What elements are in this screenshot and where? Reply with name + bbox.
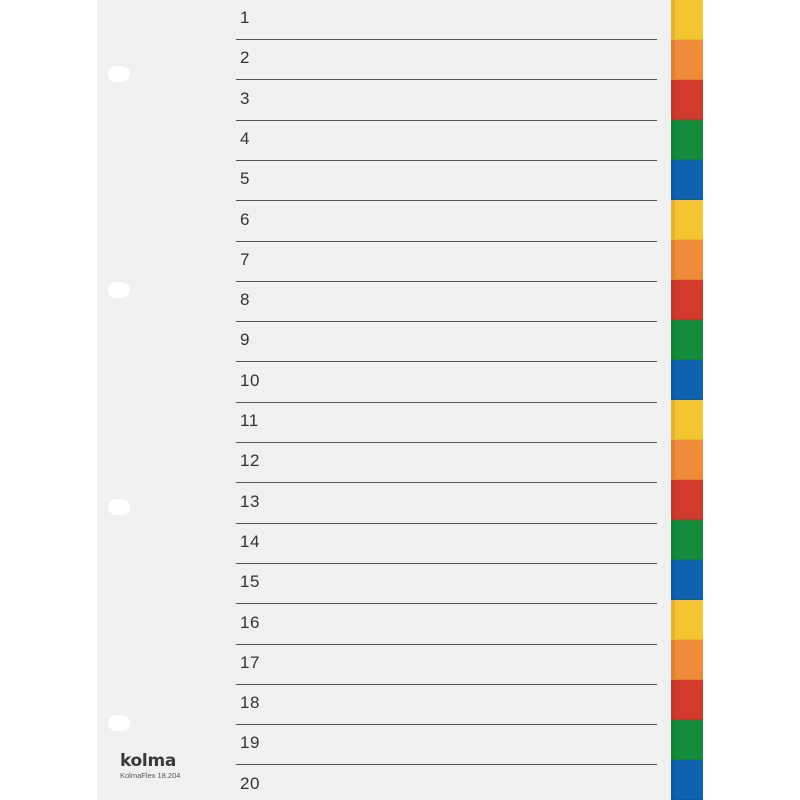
- color-tab: [671, 280, 703, 320]
- tab-edge-shade: [671, 120, 675, 159]
- color-tab: [671, 520, 703, 560]
- color-tab: [671, 760, 703, 800]
- row-line: [236, 361, 657, 362]
- index-row: [236, 645, 657, 685]
- index-row: [236, 40, 657, 80]
- tab-edge-shade: [671, 200, 675, 239]
- index-row: [236, 605, 657, 645]
- tab-edge-shade: [671, 0, 675, 39]
- index-row: [236, 363, 657, 403]
- row-line: [236, 200, 657, 201]
- tab-edge-shade: [671, 600, 675, 639]
- tab-edge-shade: [671, 160, 675, 199]
- row-number: 8: [240, 290, 250, 309]
- index-row: [236, 242, 657, 282]
- tab-edge-shade: [671, 760, 675, 799]
- tab-edge-shade: [671, 680, 675, 719]
- index-row: [236, 202, 657, 242]
- color-tab: [671, 320, 703, 360]
- tab-edge-shade: [671, 720, 675, 759]
- color-tab: [671, 480, 703, 520]
- tab-edge-shade: [671, 40, 675, 79]
- tab-edge-shade: [671, 360, 675, 399]
- row-number: 13: [240, 492, 260, 511]
- color-tab: [671, 240, 703, 280]
- index-row: [236, 564, 657, 604]
- index-row: [236, 322, 657, 362]
- row-line: [236, 603, 657, 604]
- punch-hole: [108, 715, 130, 731]
- index-row: [236, 282, 657, 322]
- row-number: 17: [240, 653, 260, 672]
- index-row: [236, 81, 657, 121]
- color-tab: [671, 200, 703, 240]
- index-rows: [236, 0, 657, 800]
- tab-edge-shade: [671, 320, 675, 359]
- index-row: [236, 443, 657, 483]
- color-tab: [671, 40, 703, 80]
- row-number: 20: [240, 774, 260, 793]
- color-tab: [671, 560, 703, 600]
- row-number: 18: [240, 693, 260, 712]
- tab-edge-shade: [671, 240, 675, 279]
- color-tab: [671, 80, 703, 120]
- row-number: 12: [240, 451, 260, 470]
- tab-edge-shade: [671, 480, 675, 519]
- row-number: 10: [240, 371, 260, 390]
- index-row: [236, 766, 657, 800]
- row-number: 14: [240, 532, 260, 551]
- colored-tab-strip: [671, 0, 703, 800]
- row-line: [236, 764, 657, 765]
- color-tab: [671, 400, 703, 440]
- color-tab: [671, 440, 703, 480]
- brand-model-number: KolmaFlex 18.204: [120, 771, 181, 780]
- tab-edge-shade: [671, 80, 675, 119]
- index-row: [236, 0, 657, 40]
- index-row: [236, 403, 657, 443]
- tab-edge-shade: [671, 440, 675, 479]
- row-number: 4: [240, 129, 250, 148]
- brand-block: [120, 752, 180, 781]
- color-tab: [671, 0, 703, 40]
- color-tab: [671, 120, 703, 160]
- index-row: [236, 685, 657, 725]
- index-row: [236, 725, 657, 765]
- punch-hole: [108, 66, 130, 82]
- punch-hole: [108, 282, 130, 298]
- tab-edge-shade: [671, 280, 675, 319]
- row-number: 7: [240, 250, 250, 269]
- row-number: 5: [240, 169, 250, 188]
- tab-edge-shade: [671, 520, 675, 559]
- punch-hole: [108, 499, 130, 515]
- row-number: 11: [240, 411, 259, 430]
- row-number: 1: [240, 8, 250, 27]
- index-row: [236, 524, 657, 564]
- index-row: [236, 161, 657, 201]
- color-tab: [671, 720, 703, 760]
- row-number: 3: [240, 89, 250, 108]
- row-number: 19: [240, 733, 260, 752]
- color-tab: [671, 600, 703, 640]
- tab-edge-shade: [671, 640, 675, 679]
- tab-edge-shade: [671, 560, 675, 599]
- index-row: [236, 121, 657, 161]
- index-row: [236, 484, 657, 524]
- row-number: 2: [240, 48, 250, 67]
- color-tab: [671, 640, 703, 680]
- row-number: 9: [240, 330, 250, 349]
- color-tab: [671, 360, 703, 400]
- row-number: 16: [240, 613, 260, 632]
- row-line: [236, 482, 657, 483]
- tab-edge-shade: [671, 400, 675, 439]
- row-line: [236, 79, 657, 80]
- row-number: 6: [240, 210, 250, 229]
- brand-logo: kolma: [120, 751, 177, 771]
- color-tab: [671, 160, 703, 200]
- row-number: 15: [240, 572, 260, 591]
- color-tab: [671, 680, 703, 720]
